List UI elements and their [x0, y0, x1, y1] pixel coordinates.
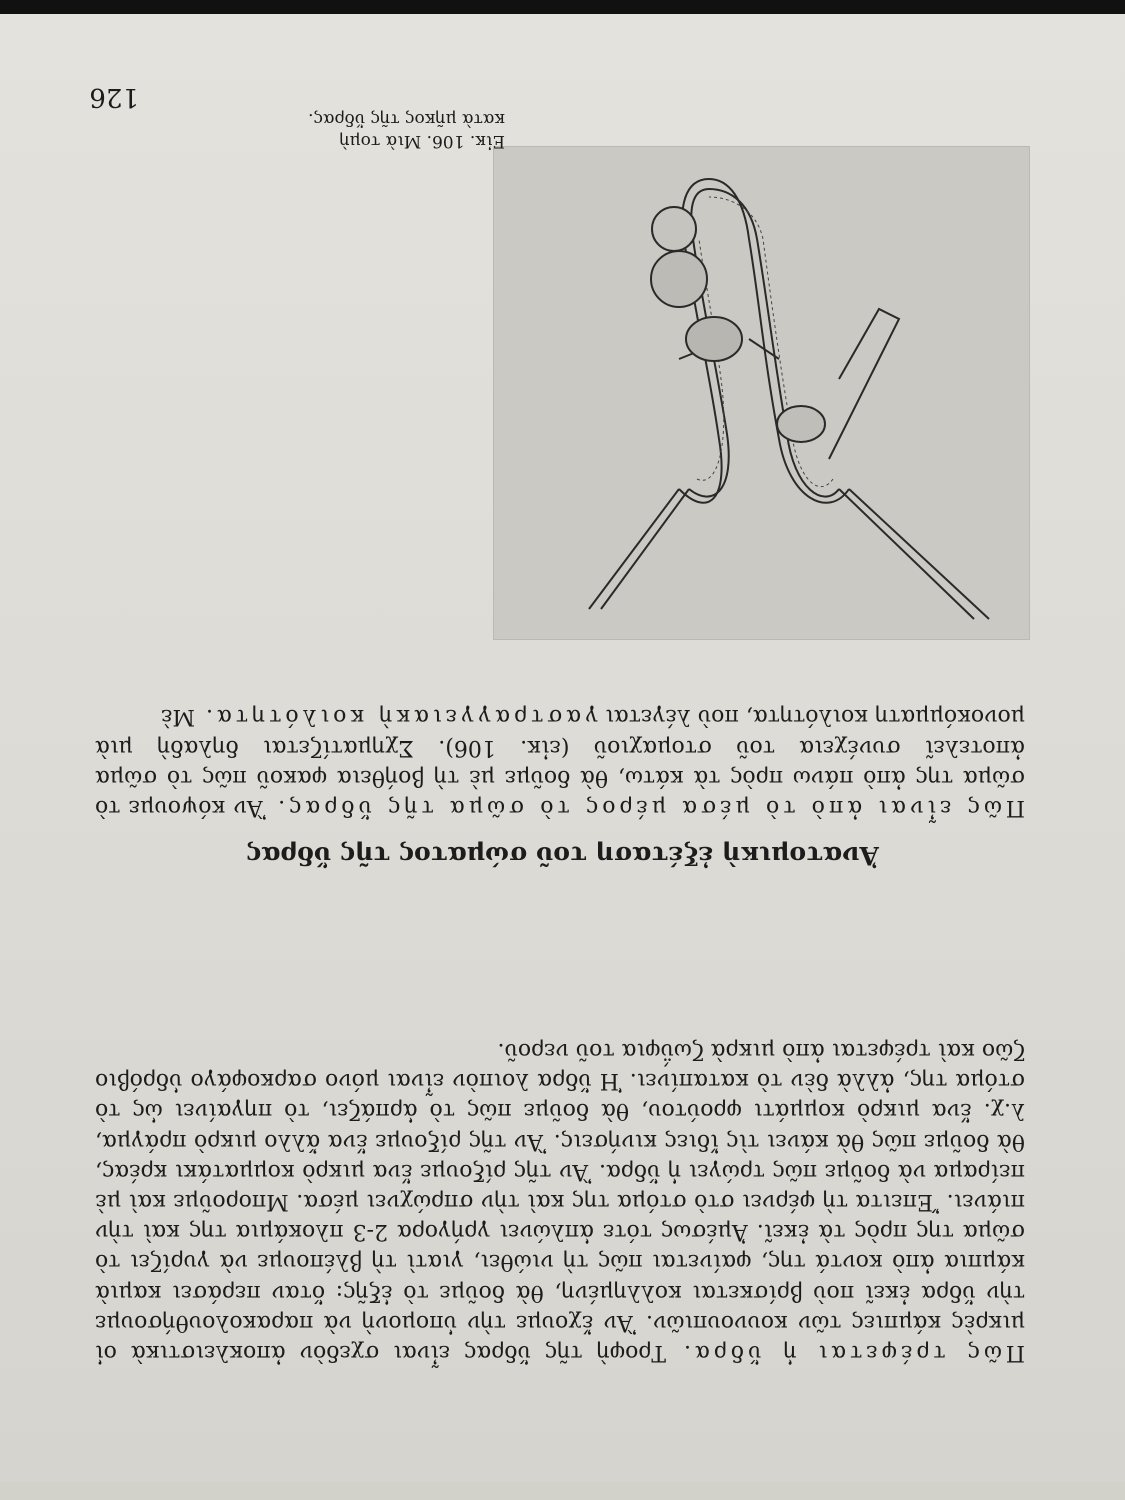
- figure-hydra-section: [493, 146, 1030, 640]
- paragraph-anatomy: [95, 701, 1025, 822]
- hydra-bud: [651, 251, 707, 307]
- figure-caption-text: Μιὰ τομὴ κατὰ μῆκος τῆς ὕδρας.: [308, 109, 505, 151]
- paragraph-anatomy-tail: Μὲ: [160, 704, 202, 730]
- page-number: 126: [89, 82, 139, 112]
- paragraph-feeding-text: Τροφὴ τῆς ὕδρας εἶναι σχεδὸν ἀποκλειστικὰ οἱ μικρὲς κάμπιες τῶν κουνουπιῶν. Ἂν ἔχουμε τὴν ὑπομονὴ νὰ παρακολουθήσουμε τὴν ὕδρα ἐκεῖ ποὺ βρίσκεται κολλημένη, θὰ δοῦμε τὸ ἑξῆς: ὅταν περάσει καμιὰ κάμπια ἀπὸ κοντά της, φαίνεται πῶς τὴ νιώθει, γιατὶ τὴ βλέπουμε νὰ γυρίζει τὸ σῶμα της πρὸς τὰ ἐκεῖ. Ἀμέσως τότε ἁπλώνει γρήγορα 2-3 πλοκάμια της καὶ τὴν πιάνει. Ἔπειτα τὴ φέρνει στὸ στόμα της καὶ τὴν σπρώχνει μέσα. Μποροῦμε καὶ μὲ πείραμα νὰ δοῦμε πῶς τρώγει ἡ ὕδρα. Ἂν τῆς ρίξουμε ἕνα μικρὸ κομματάκι κρέας, θὰ δοῦμε πῶς θὰ κάνει τὶς ἴδιες κινήσεις. Ἂν τῆς ρίξουμε ἕνα ἄλλο μικρὸ πράγμα, λ.χ. ἕνα μικρὸ κομμάτι φρούτου, θὰ δοῦμε πῶς τὸ ἁρπάζει, τὸ πηγαίνει ὡς τὸ στόμα της, ἀλλὰ δὲν τὸ καταπίνει. Ἡ ὕδρα λοιπὸν εἶναι μόνο σαρκοφάγο ὑδρόβιο ζῶο καὶ τρέφεται ἀπὸ μικρὰ ζωΰφια τοῦ νεροῦ.: [94, 1037, 1025, 1365]
- scan-bottom-shadow: [0, 1482, 1125, 1500]
- figure-caption-label: Εἰκ. 106.: [426, 131, 505, 151]
- paragraph-feeding: [95, 1035, 1025, 1367]
- hydra-longitudinal-section-drawing: [494, 147, 1029, 639]
- paragraph-anatomy-text: Ἂν κόψουμε τὸ σῶμα της ἀπὸ πάνω πρὸς τὰ κάτω, θὰ δοῦμε μὲ τὴ βοήθεια φακοῦ πῶς τὸ σῶμα ἀποτελεῖ συνέχεια τοῦ στομαχιοῦ (εἰκ. 106). Σχηματίζεται δηλαδὴ μιὰ μονοκόμματη κοιλότητα, ποὺ λέγεται: [95, 704, 1025, 820]
- section-heading: Ἀνατομικὴ ἐξέταση τοῦ σώματος τῆς ὕδρας: [246, 841, 879, 870]
- paragraph-anatomy-lead: Πῶς εἶναι ἀπὸ τὸ μέσα μέρος τὸ σῶμα τῆς ὕδρας.: [274, 795, 1025, 820]
- figure-caption: [295, 108, 505, 152]
- paragraph-feeding-lead: Πῶς τρέφεται ἡ ὕδρα.: [679, 1340, 1025, 1365]
- term-gastrovascular-cavity: γαστραγγειακὴ κοιλότητα.: [201, 704, 599, 730]
